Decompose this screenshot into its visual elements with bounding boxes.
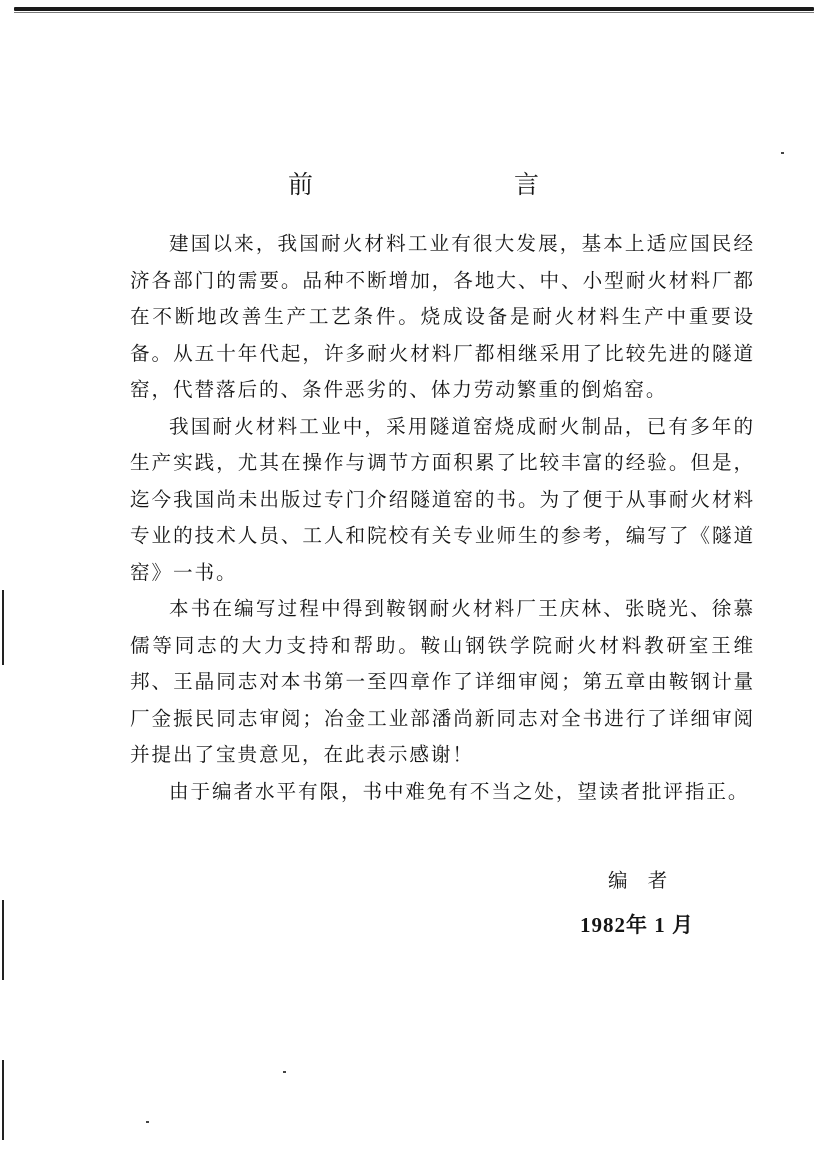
scan-speck-3 xyxy=(146,1121,149,1123)
scan-speck-2 xyxy=(283,1071,286,1073)
signature-date: 1982年 1 月 xyxy=(580,913,694,937)
preface-paragraph-1: 建国以来，我国耐火材料工业有很大发展，基本上适应国民经济各部门的需要。品种不断增加，各地大、中、小型耐火材料厂都在不断地改善生产工艺条件。烧成设备是耐火材料生产中重要设备。从五十年代起，许多耐火材料厂都相继采用了比较先进的隧道窑，代替落后的、条件恶劣的、体力劳动繁重的倒焰窑。 xyxy=(130,232,755,401)
signature-author: 编者 xyxy=(608,869,688,892)
page-title: 前 言 xyxy=(287,170,627,199)
preface-paragraph-3: 本书在编写过程中得到鞍钢耐火材料厂王庆林、张晓光、徐慕儒等同志的大力支持和帮助。鞍山钢铁学院耐火材料教研室王维邦、王晶同志对本书第一至四章作了详细审阅；第五章由鞍钢计量厂金振民同志审阅；冶金工业部潘尚新同志对全书进行了详细审阅并提出了宝贵意见，在此表示感谢！ xyxy=(130,597,755,766)
preface-body xyxy=(130,226,755,810)
scan-mark-left-2 xyxy=(2,900,4,980)
preface-paragraph-4: 由于编者水平有限，书中难免有不当之处，望读者批评指正。 xyxy=(169,779,750,803)
top-border-rule-shadow xyxy=(14,12,814,13)
preface-paragraph-2: 我国耐火材料工业中，采用隧道窑烧成耐火制品，已有多年的生产实践，尤其在操作与调节方面积累了比较丰富的经验。但是，迄今我国尚未出版过专门介绍隧道窑的书。为了便于从事耐火材料专业的技术人员、工人和院校有关专业师生的参考，编写了《隧道窑》一书。 xyxy=(130,414,755,584)
scan-speck-1 xyxy=(781,152,784,154)
scan-mark-left-3 xyxy=(2,1060,4,1140)
top-border-rule xyxy=(14,7,814,11)
scan-mark-left-1 xyxy=(2,590,4,665)
